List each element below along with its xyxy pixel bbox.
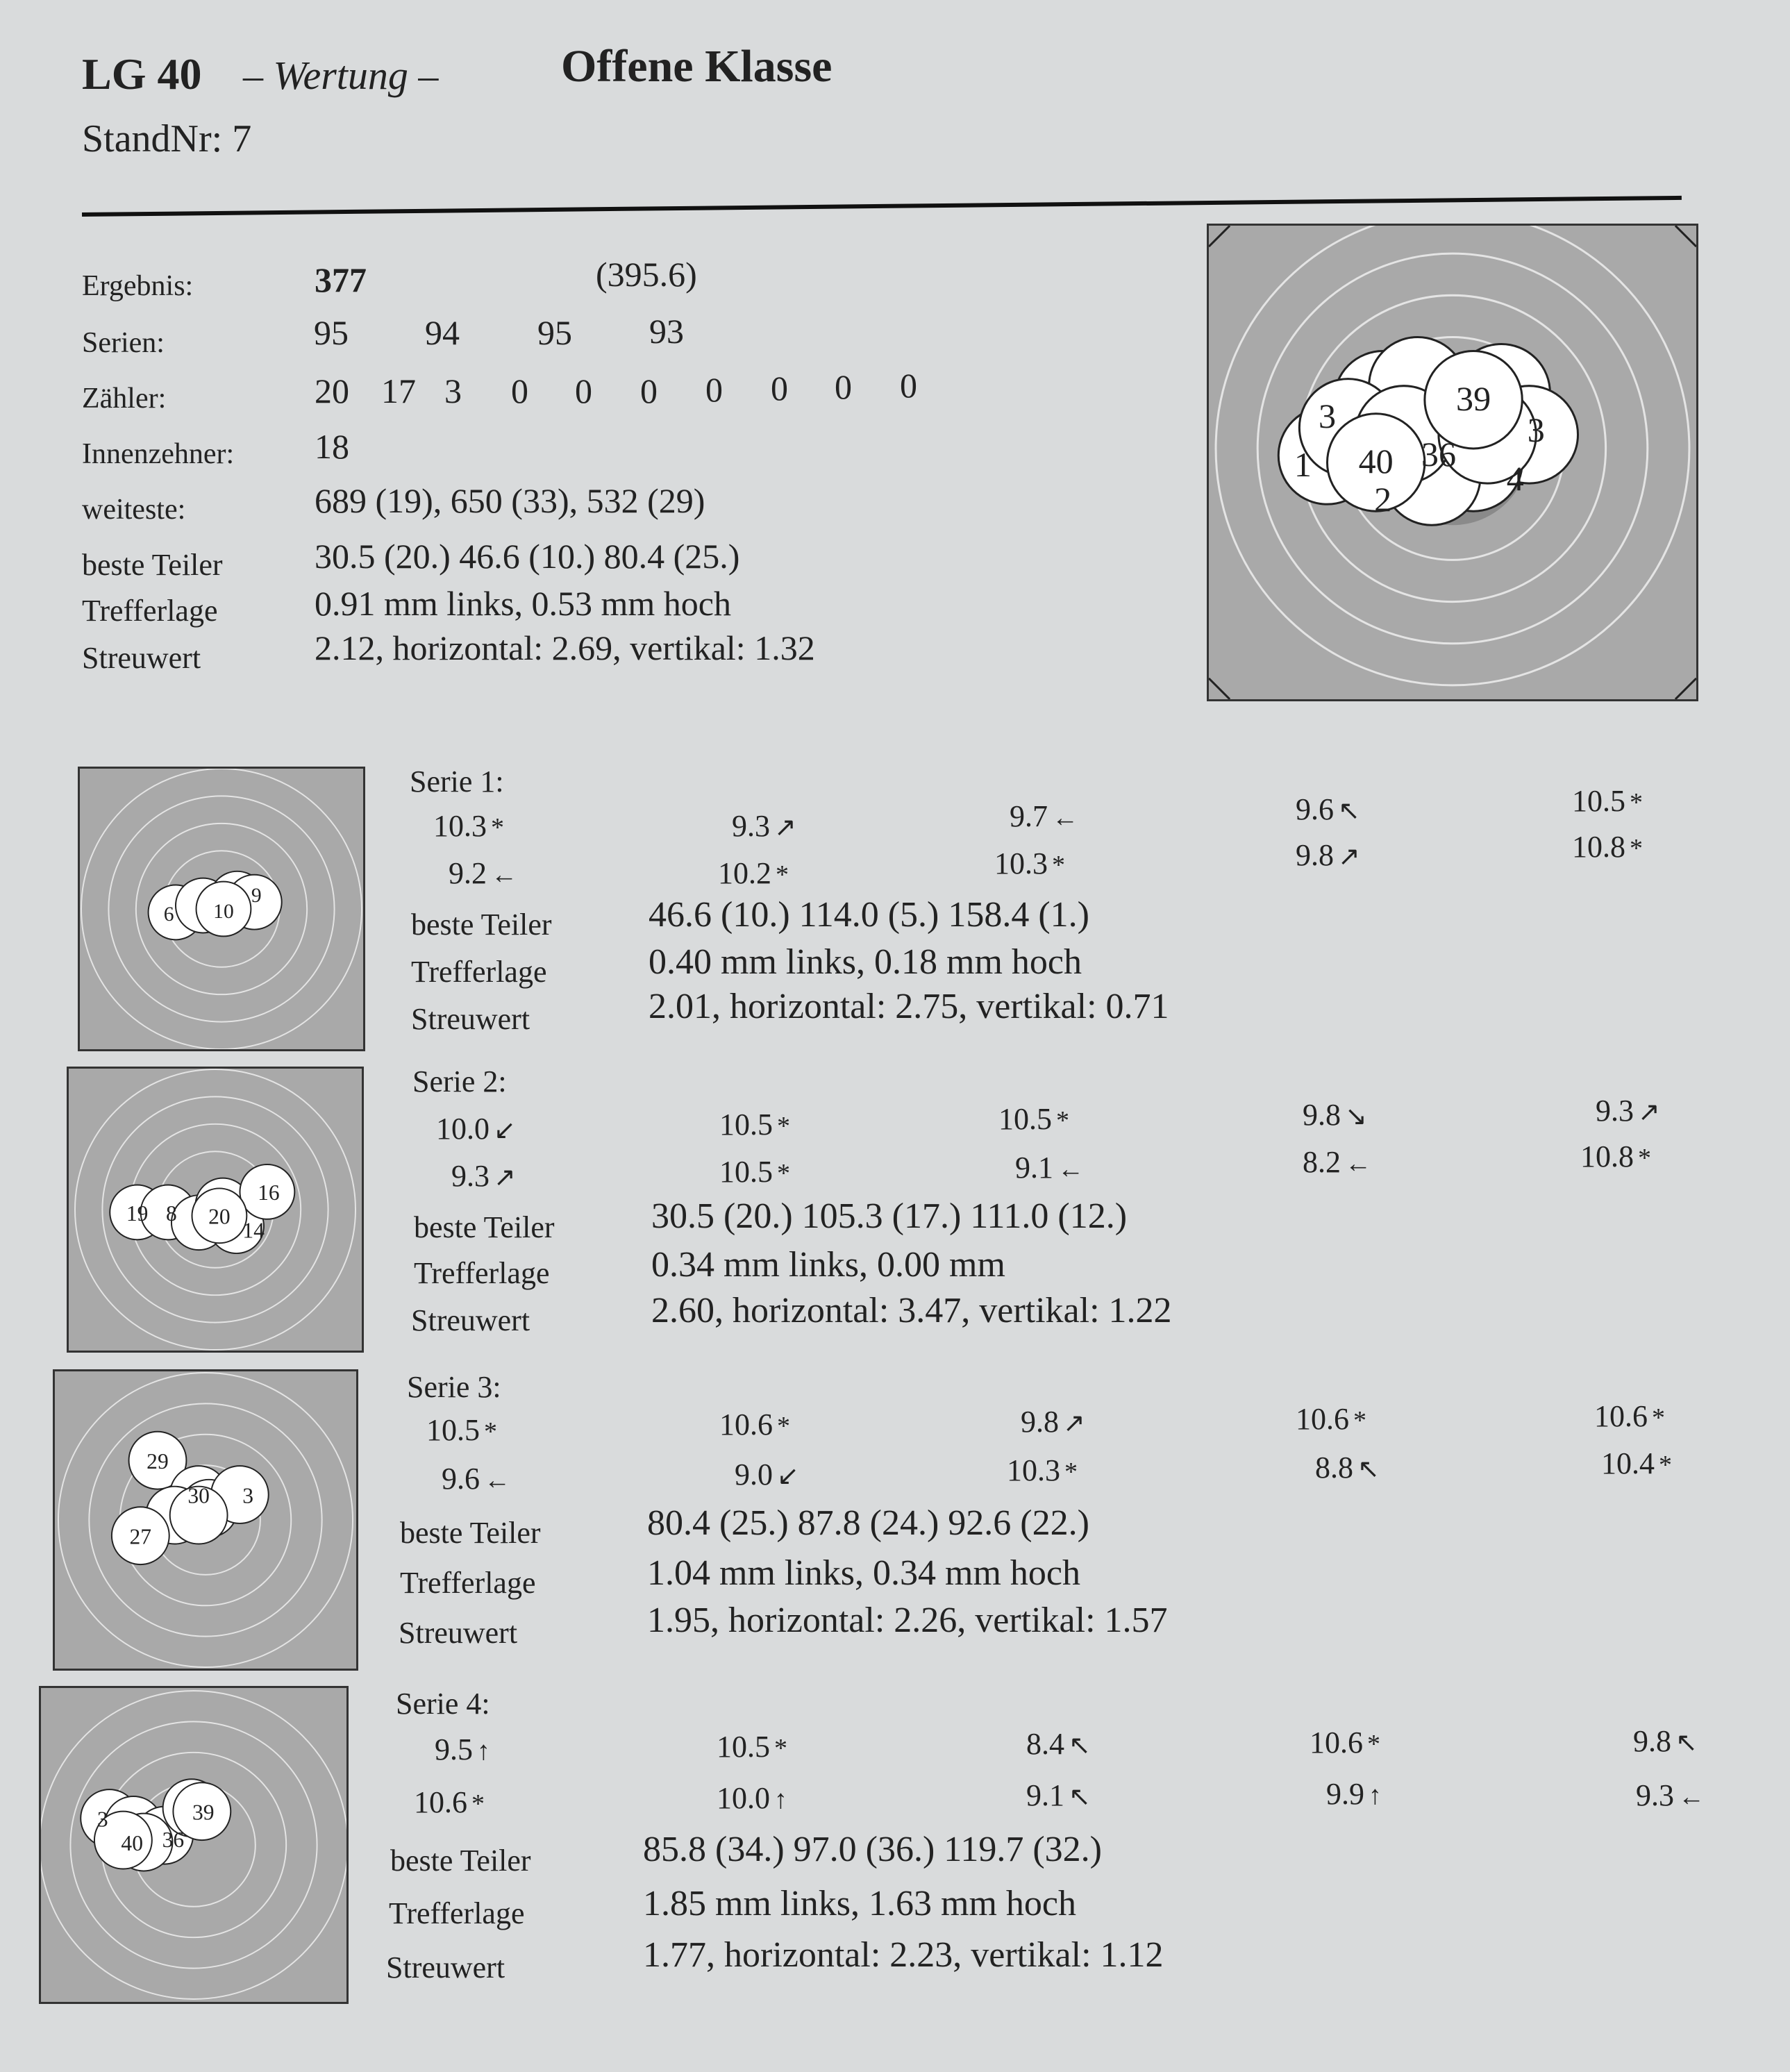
- zaehler-value-9: 0: [835, 367, 852, 406]
- series-3-shot: 10.6 *: [1296, 1402, 1366, 1436]
- series-1-streuwert-label: Streuwert: [411, 1002, 530, 1036]
- serien-value-4: 93: [649, 312, 684, 351]
- series-1-teiler-value: 46.6 (10.) 114.0 (5.) 158.4 (1.): [649, 895, 1089, 935]
- main-target-image: [1207, 224, 1698, 701]
- series-3-target-label-1: 29: [147, 1449, 169, 1474]
- series-4-shot: 9.8 ↖: [1633, 1724, 1698, 1758]
- summary-streuwert-value: 2.12, horizontal: 2.69, vertikal: 1.32: [315, 628, 815, 667]
- series-2-shot: 10.8 *: [1580, 1139, 1651, 1173]
- series-3-teiler-value: 80.4 (25.) 87.8 (24.) 92.6 (22.): [647, 1503, 1089, 1543]
- series-2-heading: Serie 2:: [412, 1064, 507, 1098]
- series-2-shot: 9.3 ↗: [1596, 1094, 1660, 1128]
- series-1-shot: 10.8 *: [1572, 830, 1643, 864]
- series-4-heading: Serie 4:: [396, 1687, 490, 1721]
- serien-label: Serien:: [82, 327, 165, 359]
- series-2-streuwert-label: Streuwert: [411, 1303, 530, 1337]
- class-title: Offene Klasse: [561, 41, 833, 92]
- series-1-target-label-2: 10: [213, 900, 234, 923]
- series-3-target-image: [53, 1369, 358, 1671]
- series-2-shot: 9.8 ↘: [1303, 1098, 1367, 1132]
- series-3-teiler-label: beste Teiler: [400, 1516, 541, 1550]
- series-4-shot: 9.3 ←: [1636, 1778, 1705, 1812]
- zaehler-label: Zähler:: [82, 383, 167, 415]
- main-target-label-4: 3: [1527, 410, 1545, 449]
- series-1-target-label-1: 6: [163, 903, 174, 926]
- page-subtitle: – Wertung –: [243, 53, 439, 98]
- series-2-trefferlage-value: 0.34 mm links, 0.00 mm: [651, 1245, 1005, 1285]
- series-4-shot: 10.6 *: [1310, 1726, 1380, 1760]
- main-target-label-5: 1: [1294, 445, 1312, 485]
- series-3-streuwert-label: Streuwert: [399, 1616, 518, 1650]
- series-3-target-label-3: 3: [242, 1483, 254, 1508]
- series-3-shot: 10.5 *: [426, 1413, 497, 1447]
- series-1-shot: 9.8 ↗: [1296, 838, 1360, 872]
- series-4-streuwert-value: 1.77, horizontal: 2.23, vertikal: 1.12: [643, 1935, 1164, 1975]
- series-2-shot: 9.1 ←: [1015, 1151, 1084, 1185]
- series-3-shot: 9.6 ←: [442, 1462, 510, 1496]
- series-1-shot: 10.5 *: [1572, 784, 1643, 818]
- series-2-trefferlage-label: Trefferlage: [414, 1256, 550, 1290]
- zaehler-value-6: 0: [640, 371, 658, 410]
- series-2-shot: 10.5 *: [719, 1108, 790, 1142]
- series-3-trefferlage-value: 1.04 mm links, 0.34 mm hoch: [647, 1553, 1080, 1593]
- series-1-target-image: [78, 767, 365, 1051]
- series-1-trefferlage-value: 0.40 mm links, 0.18 mm hoch: [649, 942, 1082, 982]
- zaehler-value-2: 17: [381, 371, 416, 410]
- zaehler-value-10: 0: [900, 366, 917, 405]
- series-2-shot: 10.5 *: [998, 1102, 1069, 1136]
- ergebnis-label: Ergebnis:: [82, 270, 194, 302]
- series-2-teiler-label: beste Teiler: [414, 1210, 555, 1244]
- ergebnis-decimal: (395.6): [596, 255, 697, 294]
- innenzehner-value: 18: [315, 427, 349, 466]
- series-2-streuwert-value: 2.60, horizontal: 3.47, vertikal: 1.22: [651, 1291, 1172, 1330]
- header-divider: [82, 196, 1682, 217]
- ergebnis-value: 377: [315, 260, 367, 299]
- series-4-teiler-value: 85.8 (34.) 97.0 (36.) 119.7 (32.): [643, 1830, 1102, 1869]
- summary-teiler-value: 30.5 (20.) 46.6 (10.) 80.4 (25.): [315, 537, 740, 576]
- series-4-target-label-2: 40: [121, 1830, 143, 1855]
- series-3-shot: 10.4 *: [1601, 1446, 1672, 1480]
- series-4-target-label-1: 39: [192, 1800, 215, 1825]
- series-2-shot: 10.5 *: [719, 1155, 790, 1189]
- series-1-shot: 9.6 ↖: [1296, 792, 1360, 826]
- series-2-target-label-2: 8: [166, 1201, 177, 1226]
- series-2-target-label-5: 14: [242, 1218, 265, 1243]
- serien-value-3: 95: [537, 313, 572, 352]
- main-target-label-8: 36: [1421, 435, 1457, 474]
- series-4-target-label-3: 36: [162, 1827, 185, 1852]
- series-3-shot: 8.8 ↖: [1315, 1451, 1380, 1485]
- series-3-shot: 10.6 *: [719, 1407, 790, 1442]
- stand-number: StandNr: 7: [82, 117, 252, 160]
- series-2-shot: 10.0 ↙: [436, 1112, 516, 1146]
- series-1-shot: 9.2 ←: [449, 856, 517, 890]
- series-3-shot: 10.3 *: [1007, 1453, 1078, 1487]
- weiteste-value: 689 (19), 650 (33), 532 (29): [315, 481, 705, 520]
- series-1-shot: 9.3 ↗: [732, 809, 796, 843]
- series-3-shot: 9.8 ↗: [1021, 1405, 1085, 1439]
- summary-streuwert-label: Streuwert: [82, 641, 201, 675]
- series-3-shot: 9.0 ↙: [735, 1457, 799, 1492]
- main-target-label-6: 2: [1374, 480, 1392, 519]
- zaehler-value-8: 0: [771, 369, 788, 408]
- series-3-trefferlage-label: Trefferlage: [400, 1566, 536, 1600]
- main-target-label-2: 40: [1358, 442, 1394, 481]
- series-3-target-label-4: 27: [129, 1524, 152, 1549]
- series-1-heading: Serie 1:: [410, 765, 504, 799]
- summary-trefferlage-value: 0.91 mm links, 0.53 mm hoch: [315, 584, 731, 623]
- series-4-shot: 9.5 ↑: [435, 1732, 490, 1766]
- series-4-shot: 10.5 *: [717, 1730, 787, 1764]
- series-2-teiler-value: 30.5 (20.) 105.3 (17.) 111.0 (12.): [651, 1196, 1128, 1236]
- main-target-label-3: 3: [1318, 396, 1337, 435]
- series-1-shot: 9.7 ←: [1010, 799, 1078, 833]
- series-2-shot: 9.3 ↗: [451, 1159, 516, 1193]
- series-4-teiler-label: beste Teiler: [390, 1844, 531, 1878]
- main-target-label-1: 39: [1456, 378, 1491, 418]
- series-3-shot: 10.6 *: [1594, 1399, 1665, 1433]
- innenzehner-label: Innenzehner:: [82, 438, 235, 470]
- series-2-target-label-1: 19: [126, 1201, 149, 1226]
- series-3-target-label-2: 30: [187, 1483, 210, 1508]
- zaehler-value-1: 20: [315, 371, 349, 410]
- zaehler-value-5: 0: [575, 371, 592, 410]
- series-4-streuwert-label: Streuwert: [386, 1950, 505, 1985]
- zaehler-value-4: 0: [511, 371, 528, 410]
- series-1-target-label-3: 9: [251, 885, 262, 908]
- series-4-shot: 9.1 ↖: [1026, 1778, 1091, 1812]
- series-4-trefferlage-value: 1.85 mm links, 1.63 mm hoch: [643, 1884, 1076, 1923]
- series-1-shot: 10.3 *: [994, 846, 1065, 880]
- series-4-shot: 10.6 *: [414, 1785, 485, 1819]
- series-3-streuwert-value: 1.95, horizontal: 2.26, vertikal: 1.57: [647, 1601, 1168, 1640]
- serien-value-2: 94: [425, 313, 460, 352]
- series-4-shot: 9.9 ↑: [1326, 1777, 1382, 1811]
- series-4-shot: 8.4 ↖: [1026, 1727, 1091, 1761]
- series-1-teiler-label: beste Teiler: [411, 908, 552, 942]
- series-2-target-label-3: 20: [208, 1204, 231, 1229]
- series-4-target-image: [39, 1686, 349, 2004]
- page-title: LG 40: [82, 49, 202, 99]
- series-3-heading: Serie 3:: [407, 1370, 501, 1404]
- series-1-streuwert-value: 2.01, horizontal: 2.75, vertikal: 0.71: [649, 987, 1169, 1026]
- series-4-target-label-4: 3: [97, 1807, 108, 1832]
- series-2-target-label-4: 16: [258, 1180, 280, 1205]
- series-1-shot: 10.3 *: [433, 809, 504, 843]
- series-1-shot: 10.2 *: [718, 856, 789, 890]
- main-target-label-7: 4: [1506, 459, 1524, 499]
- summary-trefferlage-label: Trefferlage: [82, 594, 218, 628]
- summary-teiler-label: beste Teiler: [82, 548, 223, 582]
- zaehler-value-7: 0: [705, 370, 723, 409]
- series-4-trefferlage-label: Trefferlage: [389, 1896, 525, 1930]
- series-1-trefferlage-label: Trefferlage: [411, 955, 547, 989]
- series-2-shot: 8.2 ←: [1303, 1145, 1371, 1179]
- zaehler-value-3: 3: [444, 371, 462, 410]
- main-target-graphic: [1209, 226, 1696, 699]
- serien-value-1: 95: [314, 313, 349, 352]
- weiteste-label: weiteste:: [82, 494, 186, 526]
- series-2-target-image: [67, 1067, 364, 1353]
- series-4-shot: 10.0 ↑: [717, 1781, 787, 1815]
